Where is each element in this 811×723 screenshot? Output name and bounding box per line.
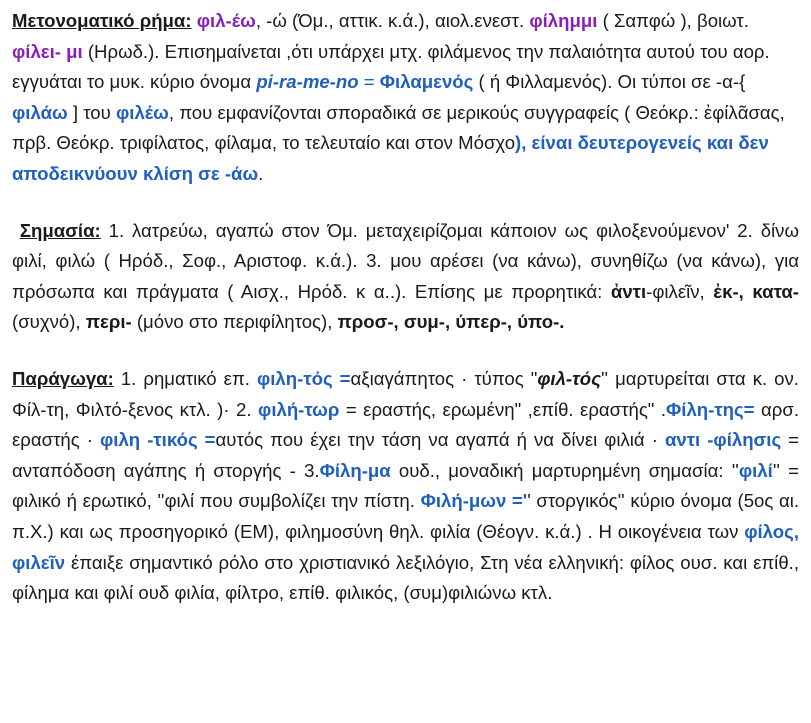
- text-span: .: [258, 162, 264, 184]
- form-philei-mi: φίλει- μι: [12, 40, 83, 62]
- meaning-phili: φιλί: [738, 459, 773, 481]
- paragraph-verb-origin: [12, 6, 799, 190]
- derivative-philetos: φιλη-τός =: [256, 367, 351, 389]
- text-span: , που εμφανίζονται σποραδικά σε μερικούς συγγραφείς ( Θεόκρ.: ἐφίλᾶσας, πρβ. Θεόκρ. τριφίλατος, φίλαμα, το τελευταίο και στον Μόσχο: [12, 101, 785, 154]
- mycenaean-name: pi-ra-me-no: [256, 71, 359, 93]
- text-span: =: [358, 71, 380, 93]
- text-span: αυτός που έχει την τάση να αγαπά ή να δίνει φιλιά ·: [215, 429, 665, 451]
- text-span: ( ή Φιλλαμενός). Οι τύποι σε -α-{: [473, 71, 746, 93]
- text-span: , -ώ (Όμ., αττικ. κ.ά.), αιολ.ενεστ.: [255, 10, 530, 31]
- derivative-philtos: φιλ-τός: [537, 367, 601, 389]
- derivative-antiphilesis: αντι -φίλησις: [664, 429, 782, 451]
- derivative-philemon: Φιλή-μων =': [420, 490, 528, 512]
- text-span: 1. ρηματικό επ.: [113, 367, 257, 389]
- prefix-ek-kata: ἐκ-, κατα-: [713, 280, 799, 302]
- conclusion-secondary-forms: ), είναι δευτερογενείς και δεν αποδεικνύουν κλίση σε -άω: [12, 132, 769, 184]
- prefix-anti: ἀντι: [610, 280, 647, 302]
- text-span: έπαιξε σημαντικό ρόλο στο χριστιανικό λεξιλόγιο, Στη νέα ελληνική: φίλος ουσ. και επίθ., φίλημα και φιλί ουδ φιλία, φίλτρο, επίθ. φιλικός, (συμ)φιλιώνω κτλ.: [12, 551, 799, 604]
- prefix-peri: περι-: [85, 311, 132, 333]
- paragraph-meaning: [12, 216, 799, 338]
- derivative-philetikos: φιλη -τικός =: [100, 429, 216, 451]
- text-span: αρσ. εραστής ·: [12, 398, 799, 451]
- text-span: (μόνο στο περιφίλητος),: [131, 311, 338, 333]
- text-span: (συχνό),: [12, 311, 86, 333]
- text-span: = εραστής, ερωμένη" ,επίθ. εραστής" .: [339, 398, 667, 420]
- form-philao: φιλάω: [12, 101, 68, 123]
- heading-verb-origin: Μετονοματικό ρήμα:: [12, 10, 192, 31]
- text-span: (Ηρωδ.). Επισημαίνεται ,ότι υπάρχει μτχ. φιλάμενος την παλαιότητα αυτού του αορ. εγγυάται το μυκ. κύριο όνομα: [12, 40, 770, 93]
- text-span: ] του: [67, 101, 116, 123]
- form-phileo: φιλέω: [115, 101, 169, 123]
- form-phil-eo: φιλ-έω: [196, 10, 256, 31]
- heading-derivatives: Παράγωγα:: [12, 367, 114, 389]
- text-span: αξιαγάπητος · τύπος ": [350, 367, 538, 389]
- heading-meaning: Σημασία:: [19, 219, 101, 241]
- derivative-philetes: Φίλη-της=: [666, 398, 755, 420]
- text-span: = ανταπόδοση αγάπης ή στοργής - 3.: [12, 429, 800, 481]
- text-span: '' = φιλικό ή ερωτικό, ''φιλί που συμβολίζει την πίστη.: [12, 459, 799, 512]
- derivative-phileter: φιλή-τωρ: [258, 398, 340, 420]
- text-span: ουδ., μοναδική μαρτυρημένη σημασία: '': [390, 459, 739, 481]
- text-span: ' στοργικός'' κύριο όνομα (5ος αι. π.Χ.) και ως προσηγορικό (ΕΜ), φιλημοσύνη θηλ. φιλία (Θέογν. κ.ά.) . Η οικογένεια των: [12, 490, 800, 542]
- prefix-pros-sym-hyper-hypo: προσ-, συμ-, ύπερ-, ύπο-.: [337, 311, 565, 333]
- name-philamenos: Φιλαμενός: [379, 71, 474, 93]
- text-span: '' μαρτυρείται στα κ. ον. Φίλ-τη, Φιλτό-ξενος κτλ. )· 2.: [12, 367, 799, 420]
- family-philos-philein: φίλος, φιλεῖν: [12, 520, 799, 573]
- paragraph-derivatives: [12, 364, 799, 609]
- derivative-philema: Φίλη-μα: [319, 459, 391, 481]
- text-span: 1. λατρεύω, αγαπώ στον Όμ. μεταχειρίζομαι κάποιον ως φιλοξενούμενον' 2. δίνω φιλί, φιλώ ( Ηρόδ., Σοφ., Αριστοφ. κ.ά.). 3. μου αρέσει (να κάνω), συνηθίζω (να κάνω), για πρόσωπα και πράγματα ( Αισχ., Ηρόδ. κ α..). Επίσης με προρητικά:: [12, 219, 799, 302]
- form-philemmi: φίλημμι: [529, 10, 598, 31]
- text-span: -φιλεῖν,: [646, 280, 714, 302]
- text-span: ( Σαπφώ ), βοιωτ.: [597, 10, 749, 31]
